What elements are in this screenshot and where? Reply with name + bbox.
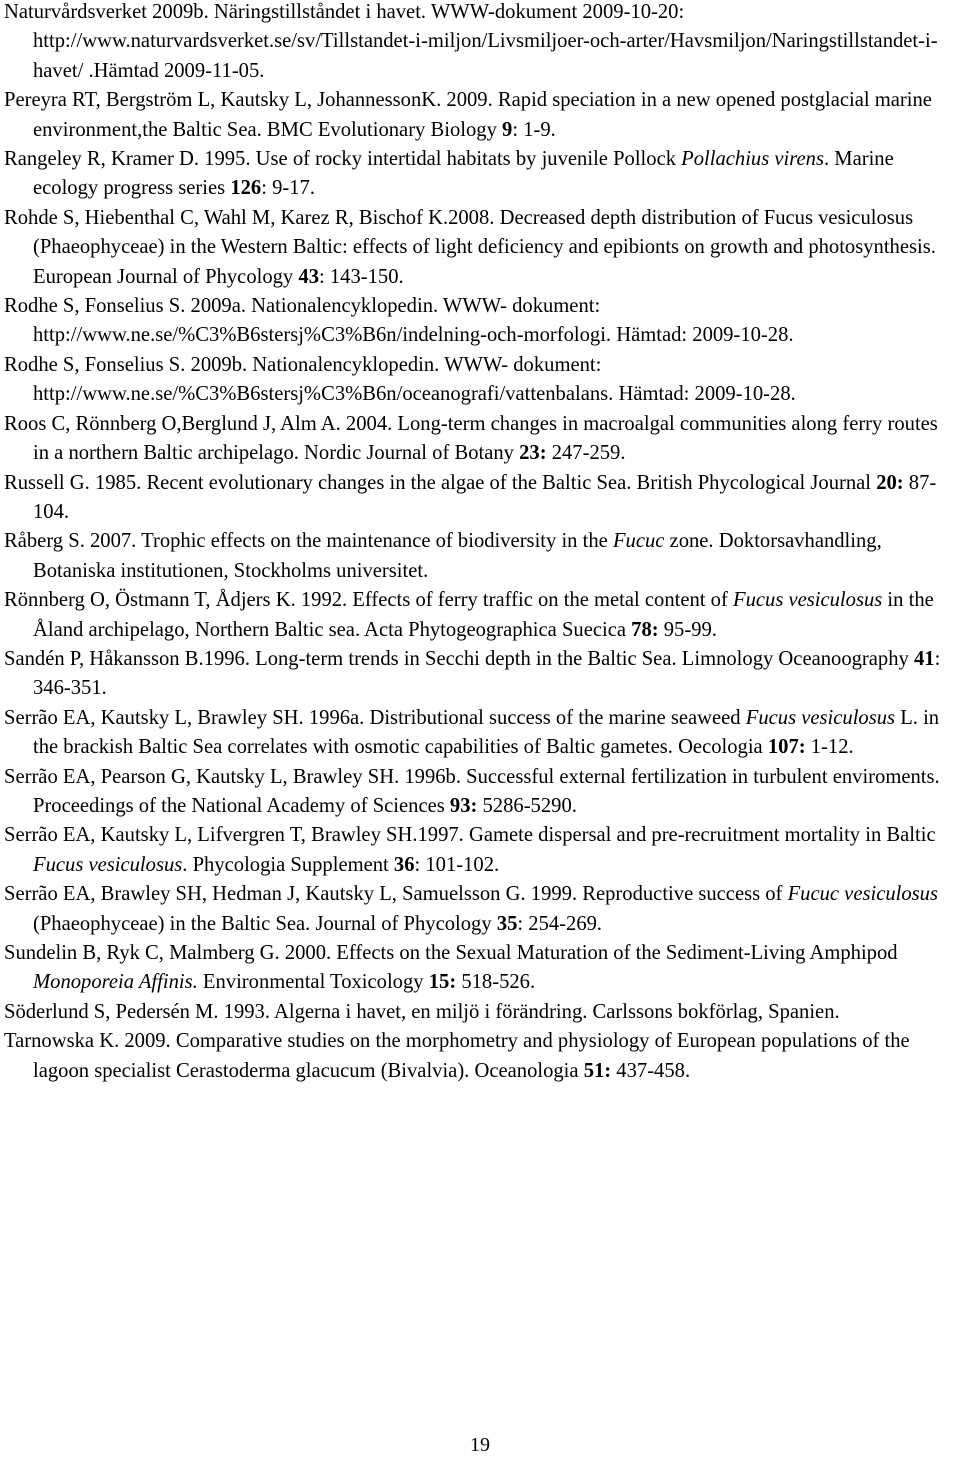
reference-volume: 107: bbox=[767, 736, 806, 759]
reference-entry bbox=[4, 1027, 958, 1086]
reference-text: Sandén P, Håkansson B.1996. Long-term trends in Secchi depth in the Baltic Sea. Limnology Oceanoography bbox=[4, 647, 914, 670]
reference-text: . Marine ecology progress series bbox=[33, 148, 894, 200]
reference-text: . Phycologia Supplement bbox=[182, 853, 394, 876]
reference-entry bbox=[4, 763, 958, 822]
reference-volume: 126 bbox=[230, 177, 262, 200]
reference-entry bbox=[4, 145, 958, 204]
reference-italic-text: Fucus vesiculosus bbox=[733, 589, 883, 612]
reference-entry bbox=[4, 939, 958, 998]
reference-volume: 9 bbox=[502, 118, 513, 141]
reference-text: Rodhe S, Fonselius S. 2009b. Nationalencyklopedin. WWW- dokument: http://www.ne.se/%C3%B6stersj%C3%B6n/oceanografi/vattenbalans. Hämtad: 2009-10-28. bbox=[4, 353, 796, 406]
reference-text: : 1-9. bbox=[512, 118, 556, 141]
reference-volume: 78: bbox=[631, 618, 659, 641]
reference-volume: 23: bbox=[519, 442, 547, 465]
reference-entry bbox=[4, 821, 958, 880]
reference-italic-text: Fucuc vesiculosus bbox=[787, 883, 938, 906]
reference-entry bbox=[4, 204, 958, 292]
reference-entry bbox=[4, 86, 958, 145]
reference-volume: 93: bbox=[449, 794, 478, 817]
reference-text: Tarnowska K. 2009. Comparative studies on the morphometry and physiology of European populations of the lagoon specialist Cerastoderma glacucum (Bivalvia). Oceanologia bbox=[4, 1030, 910, 1082]
page-number: 19 bbox=[470, 1434, 490, 1456]
reference-text: 437-458. bbox=[611, 1059, 691, 1082]
reference-text: : 9-17. bbox=[261, 177, 315, 200]
reference-text: Serrão EA, Brawley SH, Hedman J, Kautsky L, Samuelsson G. 1999. Reproductive success of bbox=[4, 883, 788, 906]
reference-text: 95-99. bbox=[658, 618, 717, 641]
reference-text: Naturvårdsverket 2009b. Näringstillståndet i havet. WWW-dokument 2009-10-20: http://www.naturvardsverket.se/sv/Tillstandet-i-miljon/Livsmiljoer-och-arter/Havsmiljon/Naringstillstandet-i-havet/ .Hämtad 2009-11-05. bbox=[4, 1, 938, 82]
reference-text: 247-259. bbox=[546, 442, 626, 465]
reference-entry bbox=[4, 527, 958, 586]
reference-text: 5286-5290. bbox=[477, 794, 577, 817]
reference-volume: 15: bbox=[428, 971, 457, 994]
reference-text: : 143-150. bbox=[318, 265, 404, 288]
reference-text: Serrão EA, Pearson G, Kautsky L, Brawley SH. 1996b. Successful external fertilization in turbulent enviroments. Proceedings of the National Academy of Sciences bbox=[4, 765, 940, 817]
reference-text: zone. Doktorsavhandling, Botaniska institutionen, Stockholms universitet. bbox=[33, 530, 882, 582]
reference-text: L. in the brackish Baltic Sea correlates with osmotic capabilities of Baltic gametes. Oecologia bbox=[33, 706, 940, 759]
reference-volume: 51: bbox=[583, 1059, 612, 1082]
reference-entry bbox=[4, 586, 958, 645]
reference-text: Rangeley R, Kramer D. 1995. Use of rocky intertidal habitats by juvenile Pollock bbox=[4, 148, 682, 171]
reference-text: Russell G. 1985. Recent evolutionary changes in the algae of the Baltic Sea. British Phycological Journal bbox=[4, 471, 877, 494]
reference-text: Söderlund S, Pedersén M. 1993. Algerna i havet, en miljö i förändring. Carlssons bokförlag, Spanien. bbox=[4, 1000, 840, 1023]
reference-volume: 20: bbox=[876, 471, 904, 494]
reference-text: : 346-351. bbox=[33, 647, 941, 700]
reference-text: in the Åland archipelago, Northern Baltic sea. Acta Phytogeographica Suecica bbox=[33, 589, 934, 641]
reference-italic-text: Fucuc bbox=[612, 530, 665, 553]
reference-text: Rohde S, Hiebenthal C, Wahl M, Karez R, Bischof K.2008. Decreased depth distribution of Fucus vesiculosus (Phaeophyceae) in the Western Baltic: effects of light deficiency and epibionts on growth and photosynthesis. European Journal of Phycology bbox=[4, 206, 936, 288]
reference-text: Sundelin B, Ryk C, Malmberg G. 2000. Effects on the Sexual Maturation of the Sediment-Living Amphipod bbox=[4, 942, 898, 964]
reference-entry bbox=[4, 998, 958, 1027]
reference-entry bbox=[4, 0, 958, 86]
reference-text: 87-104. bbox=[33, 471, 937, 523]
reference-entry bbox=[4, 704, 958, 763]
reference-entry bbox=[4, 645, 958, 704]
reference-text: Pereyra RT, Bergström L, Kautsky L, JohannessonK. 2009. Rapid speciation in a new opened postglacial marine environment,the Baltic Sea. BMC Evolutionary Biology bbox=[4, 89, 932, 141]
reference-italic-text: Pollachius virens bbox=[681, 148, 824, 171]
reference-volume: 41 bbox=[913, 647, 935, 670]
reference-italic-text: Monoporeia Affinis. bbox=[33, 971, 198, 994]
reference-entry bbox=[4, 410, 958, 469]
reference-text: Serrão EA, Kautsky L, Brawley SH. 1996a. Distributional success of the marine seaweed bbox=[4, 706, 746, 729]
reference-volume: 43 bbox=[298, 265, 319, 288]
reference-entry bbox=[4, 469, 958, 528]
reference-entry bbox=[4, 880, 958, 939]
reference-italic-text: Fucus vesiculosus bbox=[745, 706, 896, 729]
reference-text: : 101-102. bbox=[414, 853, 500, 876]
reference-list bbox=[4, 0, 958, 1086]
reference-entry bbox=[4, 292, 958, 351]
reference-text: Serrão EA, Kautsky L, Lifvergren T, Brawley SH.1997. Gamete dispersal and pre-recruitment mortality in Baltic bbox=[4, 824, 936, 847]
reference-text: 518-526. bbox=[456, 971, 536, 994]
reference-volume: 35 bbox=[496, 912, 518, 935]
reference-text: 1-12. bbox=[805, 736, 854, 759]
reference-text: Rodhe S, Fonselius S. 2009a. Nationalencyklopedin. WWW- dokument: http://www.ne.se/%C3%B6stersj%C3%B6n/indelning-och-morfologi. Hämtad: 2009-10-28. bbox=[4, 295, 794, 347]
reference-text: Environmental Toxicology bbox=[197, 971, 429, 994]
reference-entry bbox=[4, 351, 958, 410]
reference-text: (Phaeophyceae) in the Baltic Sea. Journal of Phycology bbox=[33, 912, 497, 935]
reference-text: Råberg S. 2007. Trophic effects on the maintenance of biodiversity in the bbox=[4, 530, 613, 553]
reference-volume: 36 bbox=[393, 853, 415, 876]
reference-text: : 254-269. bbox=[517, 912, 603, 935]
reference-text: Rönnberg O, Östmann T, Ådjers K. 1992. Effects of ferry traffic on the metal content of bbox=[4, 589, 733, 612]
reference-italic-text: Fucus vesiculosus bbox=[33, 853, 183, 876]
reference-text: Roos C, Rönnberg O,Berglund J, Alm A. 2004. Long-term changes in macroalgal communities along ferry routes in a northern Baltic archipelago. Nordic Journal of Botany bbox=[4, 412, 938, 465]
